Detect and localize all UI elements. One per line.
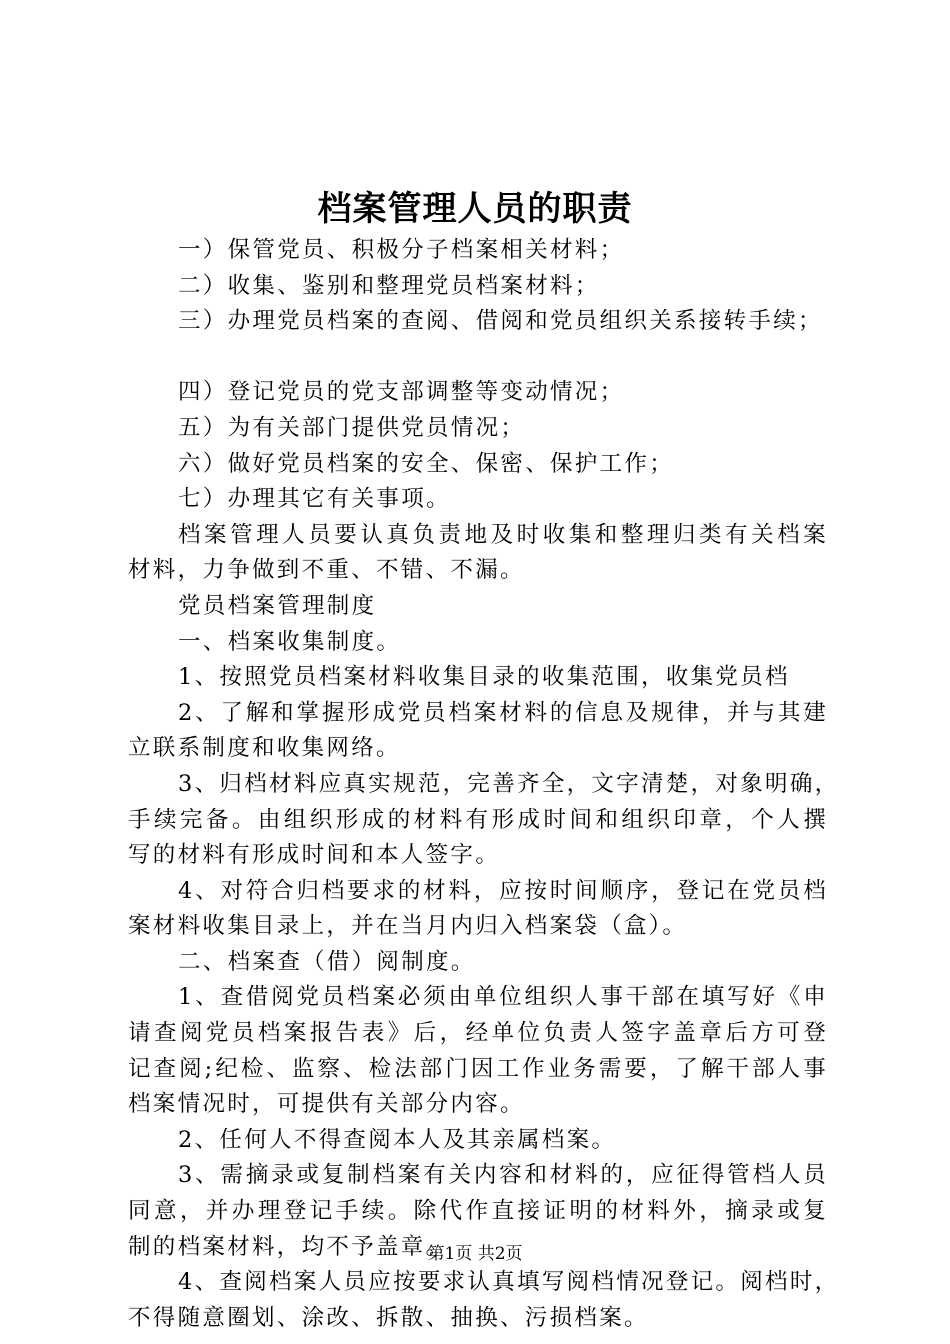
- text-line: 不得随意圈划、涂改、拆散、抽换、污损档案。: [128, 1304, 649, 1331]
- text-line: 写的材料有形成时间和本人签字。: [128, 842, 501, 869]
- document-title: 档案管理人员的职责: [317, 189, 633, 229]
- text-line: 四）登记党员的党支部调整等变动情况；: [178, 379, 625, 406]
- text-line: 材料，力争做到不重、不错、不漏。: [128, 557, 525, 584]
- text-line: 2、任何人不得查阅本人及其亲属档案。: [178, 1126, 617, 1153]
- text-line: 七）办理其它有关事项。: [178, 486, 451, 513]
- text-line: 2、了解和掌握形成党员档案材料的信息及规律，并与其建: [178, 699, 828, 726]
- text-line: 六）做好党员档案的安全、保密、保护工作；: [178, 450, 675, 477]
- text-line: 二、档案查（借）阅制度。: [178, 948, 476, 975]
- text-line: 3、需摘录或复制档案有关内容和材料的，应征得管档人员: [178, 1162, 828, 1189]
- text-line: 档案情况时，可提供有关部分内容。: [128, 1091, 525, 1118]
- text-line: 二）收集、鉴别和整理党员档案材料；: [178, 272, 600, 299]
- text-line: 制的档案材料，均不予盖章。: [128, 1233, 451, 1260]
- text-line: 同意，并办理登记手续。除代作直接证明的材料外，摘录或复: [128, 1198, 828, 1225]
- blank-line: [128, 340, 828, 376]
- text-line: 请查阅党员档案报告表》后，经单位负责人签字盖章后方可登: [128, 1020, 828, 1047]
- text-line: 记查阅;纪检、监察、检法部门因工作业务需要，了解干部人事: [128, 1055, 828, 1082]
- text-line: 一）保管党员、积极分子档案相关材料；: [178, 237, 625, 263]
- text-line: 党员档案管理制度: [178, 592, 377, 619]
- text-line: 立联系制度和收集网络。: [128, 735, 401, 762]
- text-line: 1、查借阅党员档案必须由单位组织人事干部在填写好《申: [178, 984, 828, 1011]
- text-line: 4、查阅档案人员应按要求认真填写阅档情况登记。阅档时，: [178, 1269, 840, 1296]
- page-footer: 第1页 共2页: [427, 1244, 523, 1264]
- text-line: 一、档案收集制度。: [178, 628, 402, 655]
- text-line: 1、按照党员档案材料收集目录的收集范围，收集党员档: [178, 664, 790, 691]
- document-body: [128, 233, 840, 1336]
- text-line: 案材料收集目录上，并在当月内归入档案袋（盒）。: [128, 913, 688, 940]
- text-line: 三）办理党员档案的查阅、借阅和党员组织关系接转手续；: [178, 308, 823, 335]
- text-line: 4、对符合归档要求的材料，应按时间顺序，登记在党员档: [178, 877, 828, 904]
- text-line: 3、归档材料应真实规范，完善齐全，文字清楚，对象明确，: [178, 770, 840, 797]
- text-line: 五）为有关部门提供党员情况；: [178, 414, 526, 441]
- text-line: 档案管理人员要认真负责地及时收集和整理归类有关档案: [178, 521, 828, 548]
- text-line: 手续完备。由组织形成的材料有形成时间和组织印章，个人撰: [128, 806, 828, 833]
